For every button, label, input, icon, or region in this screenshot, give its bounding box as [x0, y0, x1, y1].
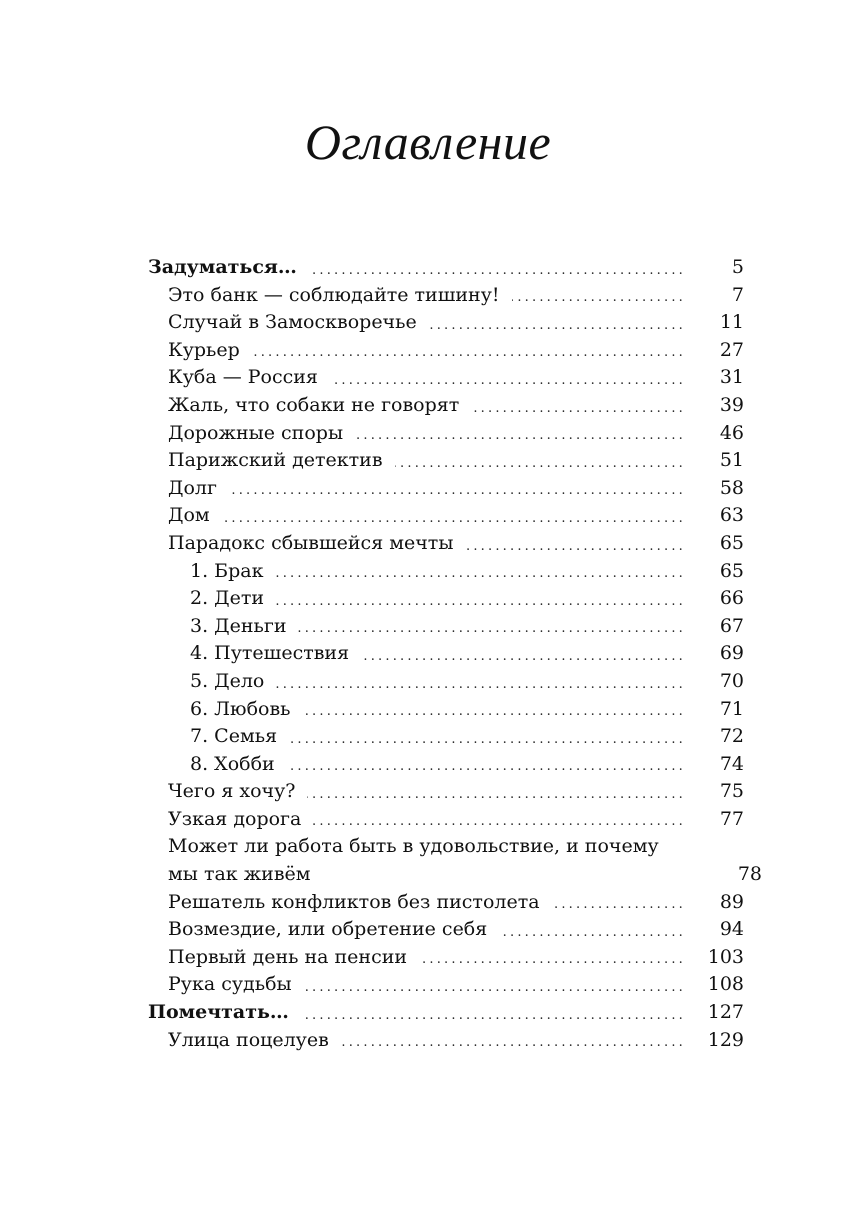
dot-leader: [419, 944, 686, 972]
toc-page-number: 11: [719, 311, 744, 334]
dot-leader: [341, 1027, 686, 1055]
dot-leader: [307, 778, 686, 806]
table-of-contents: [148, 254, 762, 1054]
dot-leader: [429, 309, 686, 337]
dot-leader: [552, 889, 686, 917]
toc-entry-title: Чего я хочу?: [168, 780, 296, 803]
toc-page-number: 39: [719, 393, 744, 416]
toc-entry-title: Решатель конфликтов без пистолета: [168, 890, 540, 913]
toc-entry-title: 7. Семья: [190, 725, 278, 748]
toc-entry: [148, 364, 744, 392]
toc-page-number: 58: [719, 476, 744, 499]
toc-entry-title: 3. Деньги: [190, 614, 287, 637]
toc-entry-title: 4. Путешествия: [190, 642, 350, 665]
dot-leader: [276, 585, 686, 613]
toc-entry-title: 1. Брак: [190, 559, 264, 582]
toc-entry-title: Помечтать…: [148, 1001, 289, 1024]
toc-entry-title: Куба — Россия: [168, 366, 318, 389]
dot-leader: [395, 447, 686, 475]
toc-page-number: 65: [719, 559, 744, 582]
toc-subentry: [148, 668, 744, 696]
toc-page-number: 27: [719, 338, 744, 361]
dot-leader: [304, 971, 686, 999]
toc-page-number: 5: [731, 256, 744, 278]
dot-leader: [355, 420, 686, 448]
toc-page-number: 103: [707, 945, 744, 968]
toc-section: [148, 999, 744, 1027]
toc-entry-title: Улица поцелуев: [168, 1028, 329, 1051]
toc-page-number: 71: [719, 697, 744, 720]
dot-leader: [471, 392, 686, 420]
toc-entry-title: Дорожные споры: [168, 421, 344, 444]
toc-page-number: 69: [719, 642, 744, 665]
toc-entry-title: Случай в Замоскворечье: [168, 311, 417, 334]
toc-entry-title: Может ли работа быть в удовольствие, и почему мы так живём: [168, 835, 659, 886]
dot-leader: [276, 558, 687, 586]
toc-page-number: 51: [719, 449, 744, 472]
dot-leader: [361, 640, 686, 668]
toc-entry-title: Парадокс сбывшейся мечты: [168, 531, 454, 554]
dot-leader: [298, 613, 686, 641]
dot-leader: [330, 364, 686, 392]
toc-entry: [148, 502, 744, 530]
toc-entry: [148, 971, 744, 999]
toc-entry: [148, 337, 744, 365]
toc-entry: [148, 778, 744, 806]
toc-entry-title: Курьер: [168, 338, 240, 361]
toc-entry-title: Первый день на пенсии: [168, 945, 408, 968]
dot-leader: [229, 475, 686, 503]
toc-page-number: 67: [719, 614, 744, 637]
dot-leader: [252, 337, 686, 365]
dot-leader: [309, 254, 686, 282]
dot-leader: [302, 696, 686, 724]
dot-leader: [499, 916, 686, 944]
toc-subentry: [148, 558, 744, 586]
toc-entry-title: 5. Дело: [190, 669, 265, 692]
toc-entry: [148, 806, 744, 834]
toc-entry: [148, 833, 762, 888]
toc-page-number: 70: [719, 669, 744, 692]
page-title: Оглавление: [304, 114, 552, 170]
toc-page-number: 108: [707, 973, 744, 996]
toc-section: [148, 254, 744, 282]
toc-entry: [148, 392, 744, 420]
toc-entry: [148, 309, 744, 337]
toc-entry: [148, 447, 744, 475]
toc-page-number: 127: [707, 1001, 744, 1024]
toc-entry-title: 6. Любовь: [190, 697, 291, 720]
toc-page-number: 31: [719, 366, 744, 389]
toc-entry-title: Парижский детектив: [168, 449, 383, 472]
toc-subentry: [148, 751, 744, 779]
toc-entry-title: Долг: [168, 476, 217, 499]
dot-leader: [313, 806, 686, 834]
toc-entry-title: Дом: [168, 504, 210, 527]
toc-subentry: [148, 696, 744, 724]
toc-page-number: 74: [719, 752, 744, 775]
toc-page-number: 129: [707, 1028, 744, 1051]
toc-entry: [148, 530, 744, 558]
dot-leader: [222, 502, 686, 530]
toc-page-number: 94: [719, 918, 744, 941]
dot-leader: [301, 999, 686, 1027]
toc-entry-title: Узкая дорога: [168, 807, 302, 830]
toc-page-number: 63: [719, 504, 744, 527]
toc-page-number: 77: [719, 807, 744, 830]
dot-leader: [465, 530, 686, 558]
toc-subentry: [148, 723, 744, 751]
toc-page-number: 66: [719, 587, 744, 610]
toc-page-number: 65: [719, 531, 744, 554]
toc-entry-title: Жаль, что собаки не говорят: [168, 393, 460, 416]
toc-page-number: 72: [719, 725, 744, 748]
toc-entry: [148, 282, 744, 310]
toc-entry-title: Возмездие, или обретение себя: [168, 918, 488, 941]
toc-subentry: [148, 585, 744, 613]
toc-entry-title: 2. Дети: [190, 587, 265, 610]
toc-entry-title: Рука судьбы: [168, 973, 292, 996]
dot-leader: [276, 668, 686, 696]
toc-entry: [148, 1027, 744, 1055]
toc-page-number: 89: [719, 890, 744, 913]
toc-entry: [148, 475, 744, 503]
toc-entry-title: Это банк — соблюдайте тишину!: [168, 283, 500, 306]
toc-entry-title: Задуматься…: [148, 256, 297, 278]
toc-entry-title: 8. Хобби: [190, 752, 275, 775]
toc-subentry: [148, 613, 744, 641]
toc-entry: [148, 916, 744, 944]
toc-page-number: 75: [719, 780, 744, 803]
toc-entry: [148, 944, 744, 972]
dot-leader: [287, 751, 686, 779]
toc-page-number: 7: [731, 283, 744, 306]
dot-leader: [289, 723, 686, 751]
toc-subentry: [148, 640, 744, 668]
dot-leader: [512, 282, 686, 310]
toc-entry: [148, 889, 744, 917]
toc-page-number: 78: [737, 863, 762, 886]
toc-entry: [148, 420, 744, 448]
toc-page-number: 46: [719, 421, 744, 444]
